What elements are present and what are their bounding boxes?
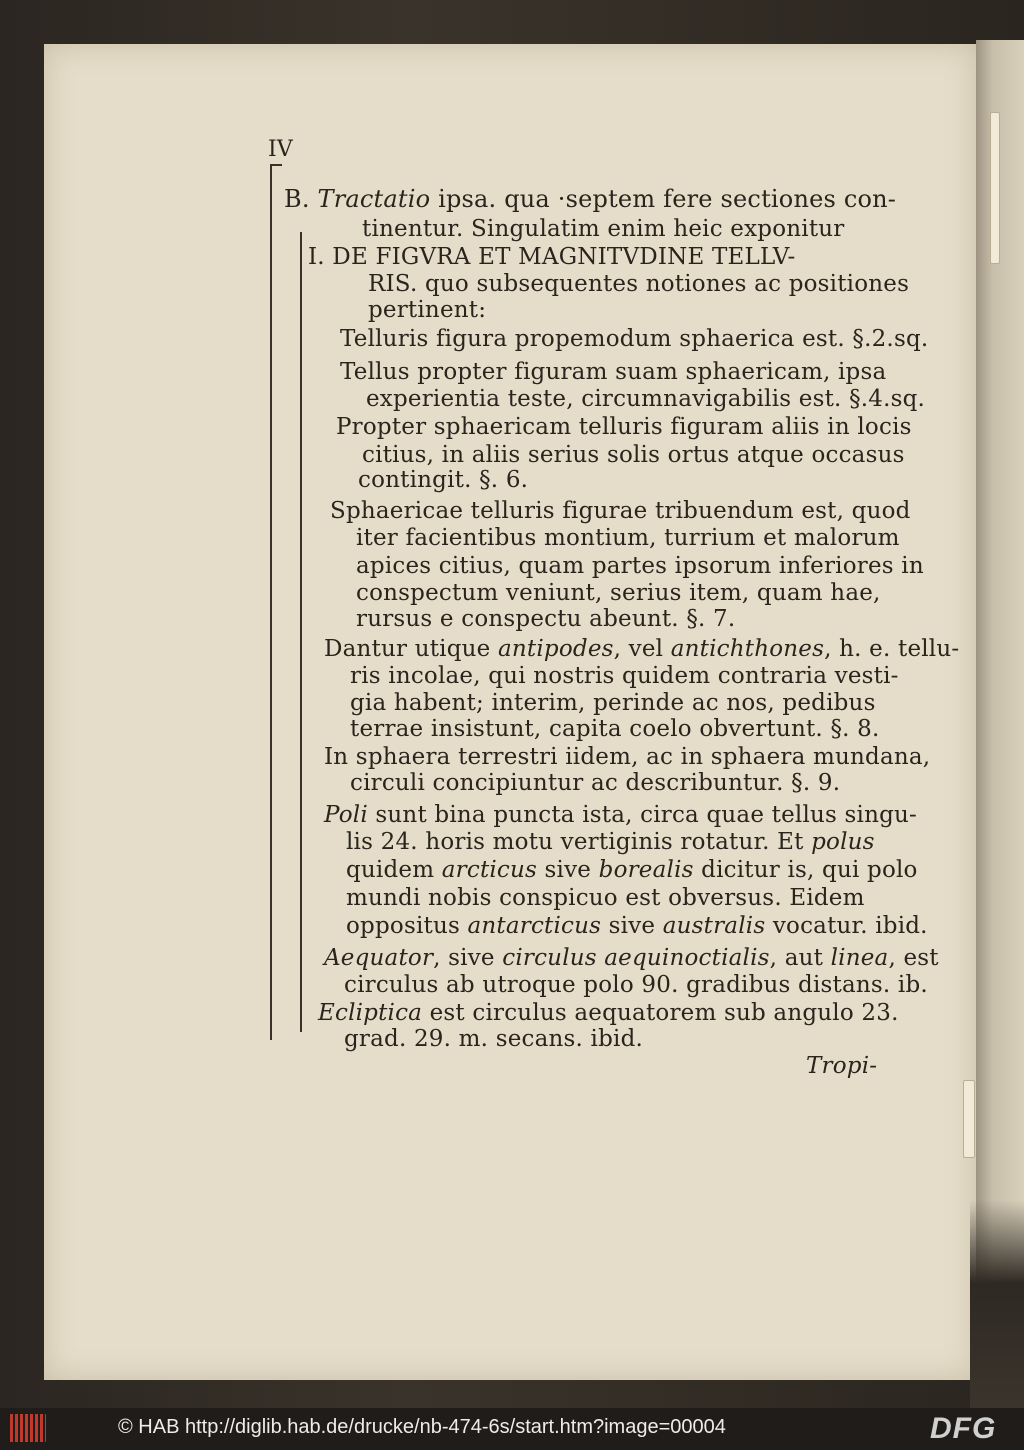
text-segment: lis 24. horis motu vertiginis rotatur. Et [346, 829, 812, 855]
text-segment: oppositus [346, 913, 468, 939]
dfg-logo: DFG [930, 1412, 997, 1445]
text-segment: Propter sphaericam telluris figuram aliis in locis [336, 414, 912, 440]
margin-rule-inner [300, 232, 302, 1032]
text-line [356, 580, 881, 606]
italic-term: circulus aequinoctialis [502, 945, 770, 971]
text-segment: Tellus propter figuram suam sphaericam, ipsa [340, 359, 887, 385]
text-segment: sive [537, 857, 599, 883]
text-line [340, 326, 928, 352]
text-line [330, 498, 911, 524]
text-line [350, 770, 840, 796]
text-line [318, 1000, 899, 1026]
italic-term: polus [811, 829, 875, 855]
text-segment: , sive [433, 945, 503, 971]
text-line [324, 945, 939, 971]
text-segment: B. [284, 185, 318, 213]
text-line [344, 972, 928, 998]
text-segment: est circulus aequatorem sub angulo 23. [422, 1000, 899, 1026]
text-line [284, 186, 896, 212]
margin-rule-cap [270, 164, 282, 166]
text-segment: vocatur. ibid. [765, 913, 928, 939]
text-line [350, 716, 880, 742]
text-line [368, 297, 486, 323]
italic-term: linea [830, 945, 889, 971]
text-segment: circuli concipiuntur ac describuntur. §. 9. [350, 770, 841, 796]
text-line [346, 857, 918, 883]
italic-term: antichthones [670, 636, 825, 662]
text-segment: contingit. §. 6. [358, 467, 529, 493]
text-segment: pertinent: [368, 297, 487, 323]
text-segment: citius, in aliis serius solis ortus atque occasus [362, 442, 905, 468]
text-segment: experientia teste, circumnavigabilis est. §.4.sq. [366, 386, 926, 412]
italic-term: Ecliptica [318, 1000, 423, 1026]
text-segment: ipsa. qua ·septem fere sectiones con- [430, 185, 897, 213]
text-segment: dicitur is, qui polo [693, 857, 918, 883]
italic-term: antarcticus [467, 913, 602, 939]
italic-term: australis [662, 913, 766, 939]
text-line [362, 216, 844, 242]
text-line [308, 244, 795, 270]
text-segment: , h. e. tellu- [824, 636, 960, 662]
text-line [336, 414, 912, 440]
hab-barcode-icon [10, 1414, 46, 1442]
text-segment: gia habent; interim, perinde ac nos, pedibus [350, 690, 876, 716]
italic-term: Tropi- [806, 1053, 878, 1079]
text-segment: tinentur. Singulatim enim heic exponitur [362, 216, 845, 242]
text-segment: , aut [769, 945, 831, 971]
italic-term: Poli [324, 802, 368, 828]
italic-term: arcticus [441, 857, 538, 883]
italic-term: borealis [598, 857, 694, 883]
text-segment: In sphaera terrestri iidem, ac in sphaera mundana, [324, 744, 931, 770]
text-segment: conspectum veniunt, serius item, quam hae, [356, 580, 881, 606]
footer-url[interactable]: © HAB http://diglib.hab.de/drucke/nb-474-6s/start.htm?image=00004 [118, 1416, 726, 1438]
text-segment: grad. 29. m. secans. ibid. [344, 1026, 644, 1052]
text-segment: RIS. quo subsequentes notiones ac positiones [368, 271, 910, 297]
text-line [366, 386, 925, 412]
text-line [356, 606, 735, 632]
text-segment: Telluris figura propemodum sphaerica est. §.2.sq. [340, 326, 929, 352]
text-line [324, 802, 917, 828]
text-line [344, 1026, 643, 1052]
italic-term: Aequator [324, 945, 434, 971]
text-segment: apices citius, quam partes ipsorum inferiores in [356, 553, 924, 579]
italic-term: antipodes [498, 636, 614, 662]
text-segment: circulus ab utroque polo 90. gradibus distans. ib. [344, 972, 928, 998]
text-line [806, 1053, 877, 1079]
text-line [324, 636, 959, 662]
text-segment: , vel [613, 636, 671, 662]
text-line [358, 467, 528, 493]
text-line [350, 690, 876, 716]
text-line [368, 271, 909, 297]
text-segment: quidem [346, 857, 442, 883]
text-line [324, 744, 930, 770]
text-segment: sunt bina puncta ista, circa quae tellus singu- [367, 802, 918, 828]
text-line [356, 525, 900, 551]
text-segment: Dantur utique [324, 636, 498, 662]
text-segment: iter facientibus montium, turrium et malorum [356, 525, 900, 551]
text-line [346, 913, 928, 939]
text-line [356, 553, 924, 579]
text-segment: mundi nobis conspicuo est obversus. Eidem [346, 885, 865, 911]
text-segment: Sphaericae telluris figurae tribuendum est, quod [330, 498, 911, 524]
text-line [346, 885, 865, 911]
text-line [362, 442, 905, 468]
text-line [346, 829, 875, 855]
text-segment: terrae insistunt, capita coelo obvertunt. §. 8. [350, 716, 880, 742]
italic-term: Tractatio [317, 185, 431, 213]
text-segment: , est [888, 945, 939, 971]
text-segment: ris incolae, qui nostris quidem contraria vesti- [350, 663, 899, 689]
margin-rule-outer [270, 164, 272, 1040]
text-segment: rursus e conspectu abeunt. §. 7. [356, 606, 736, 632]
text-line [340, 359, 886, 385]
text-segment: I. DE FIGVRA ET MAGNITVDINE TELLV- [308, 244, 796, 270]
text-segment: sive [601, 913, 663, 939]
text-line [350, 663, 899, 689]
page-number: IV [268, 137, 293, 162]
